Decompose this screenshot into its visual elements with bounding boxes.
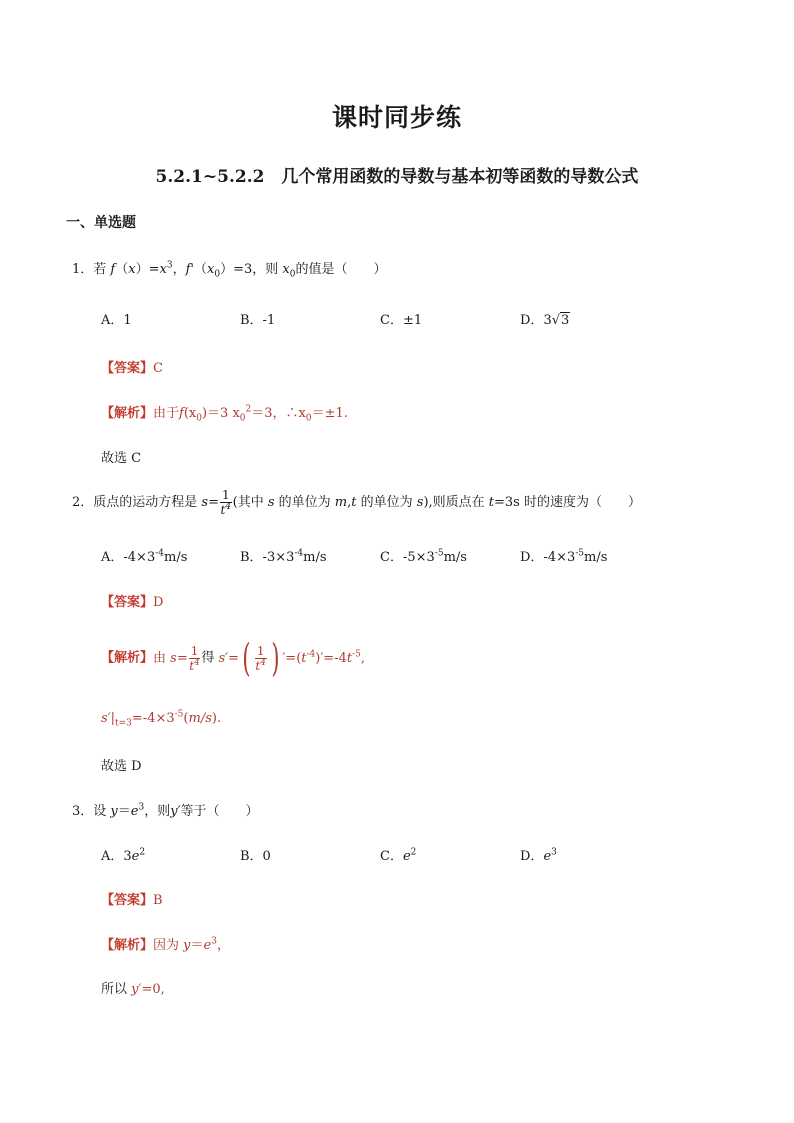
question-3-option-a: A．$3e^2$ [101,847,146,864]
fraction-1-over-t4: $\frac{1}{t^4}$ [220,488,232,517]
question-3-answer: 【答案】B [101,893,163,908]
question-3-stem: 3．设 $y=e^3$，则y′等于（ ） [72,802,259,819]
question-3-option-b: B．0 [240,849,271,864]
question-1-option-b: B．-1 [240,313,276,328]
question-2-option-a: A．$-4\times 3^{-4}m/s$ [101,548,188,565]
question-2-conclusion: 故选 D [101,759,142,774]
question-1-analysis: 【解析】由于$f(x_0)=3$ $x_0^2=3$，$\therefore x_0=\pm 1$. [101,404,348,424]
question-1-conclusion: 故选 C [101,451,142,466]
question-2-option-d: D．$-4\times 3^{-5}m/s$ [520,548,608,565]
question-1-answer: 【答案】C [101,361,163,376]
question-3-option-c: C．$e^2$ [380,847,417,864]
document-subtitle: 5.2.1~5.2.2 几个常用函数的导数与基本初等函数的导数公式 [155,167,639,187]
question-2-stem: 2．质点的运动方程是 s= $\frac{1}{t^4}$ (其中 s 的单位为 m,t 的单位为 s),则质点在 t=3s 时的速度为（ ） [72,488,641,517]
question-2-analysis-line-2: $s'|_{t=3}=-4\times 3^{-5}(m/s)$. [101,709,222,729]
fraction-1-over-t4: $\frac{1}{t^4}$ [189,643,200,673]
sqrt-symbol: √3 [551,313,570,328]
fraction-1-over-t4: $\frac{1}{t^4}$ [255,643,266,673]
question-1-stem: 1．若 $f(x)=x^3$，$f'(x_0)=3$，则 $x_0$的值是（ ） [72,260,387,280]
document-title: 课时同步练 [331,103,462,132]
question-2-analysis: 【解析】由 s= $\frac{1}{t^4}$ 得 s′=( $\frac{1}{t^4}$ ) $'=(t^{-4})'=-4t^{-5}$, [101,636,366,680]
question-2-option-c: C．$-5\times 3^{-5}m/s$ [380,548,467,565]
question-2-answer: 【答案】D [101,595,164,610]
question-3-analysis-line-2: 所以 y′=0, [101,982,165,997]
section-heading: 一、单选题 [66,215,136,231]
question-2-option-b: B．$-3\times 3^{-4}m/s$ [240,548,327,565]
question-1-option-a: A．1 [101,313,132,328]
question-3-analysis: 【解析】因为 $y=e^3$， [101,936,230,953]
question-3-option-d: D．$e^3$ [520,847,557,864]
question-1-option-c: C．±1 [380,313,423,328]
question-1-option-d: D．3√3 [520,313,570,328]
